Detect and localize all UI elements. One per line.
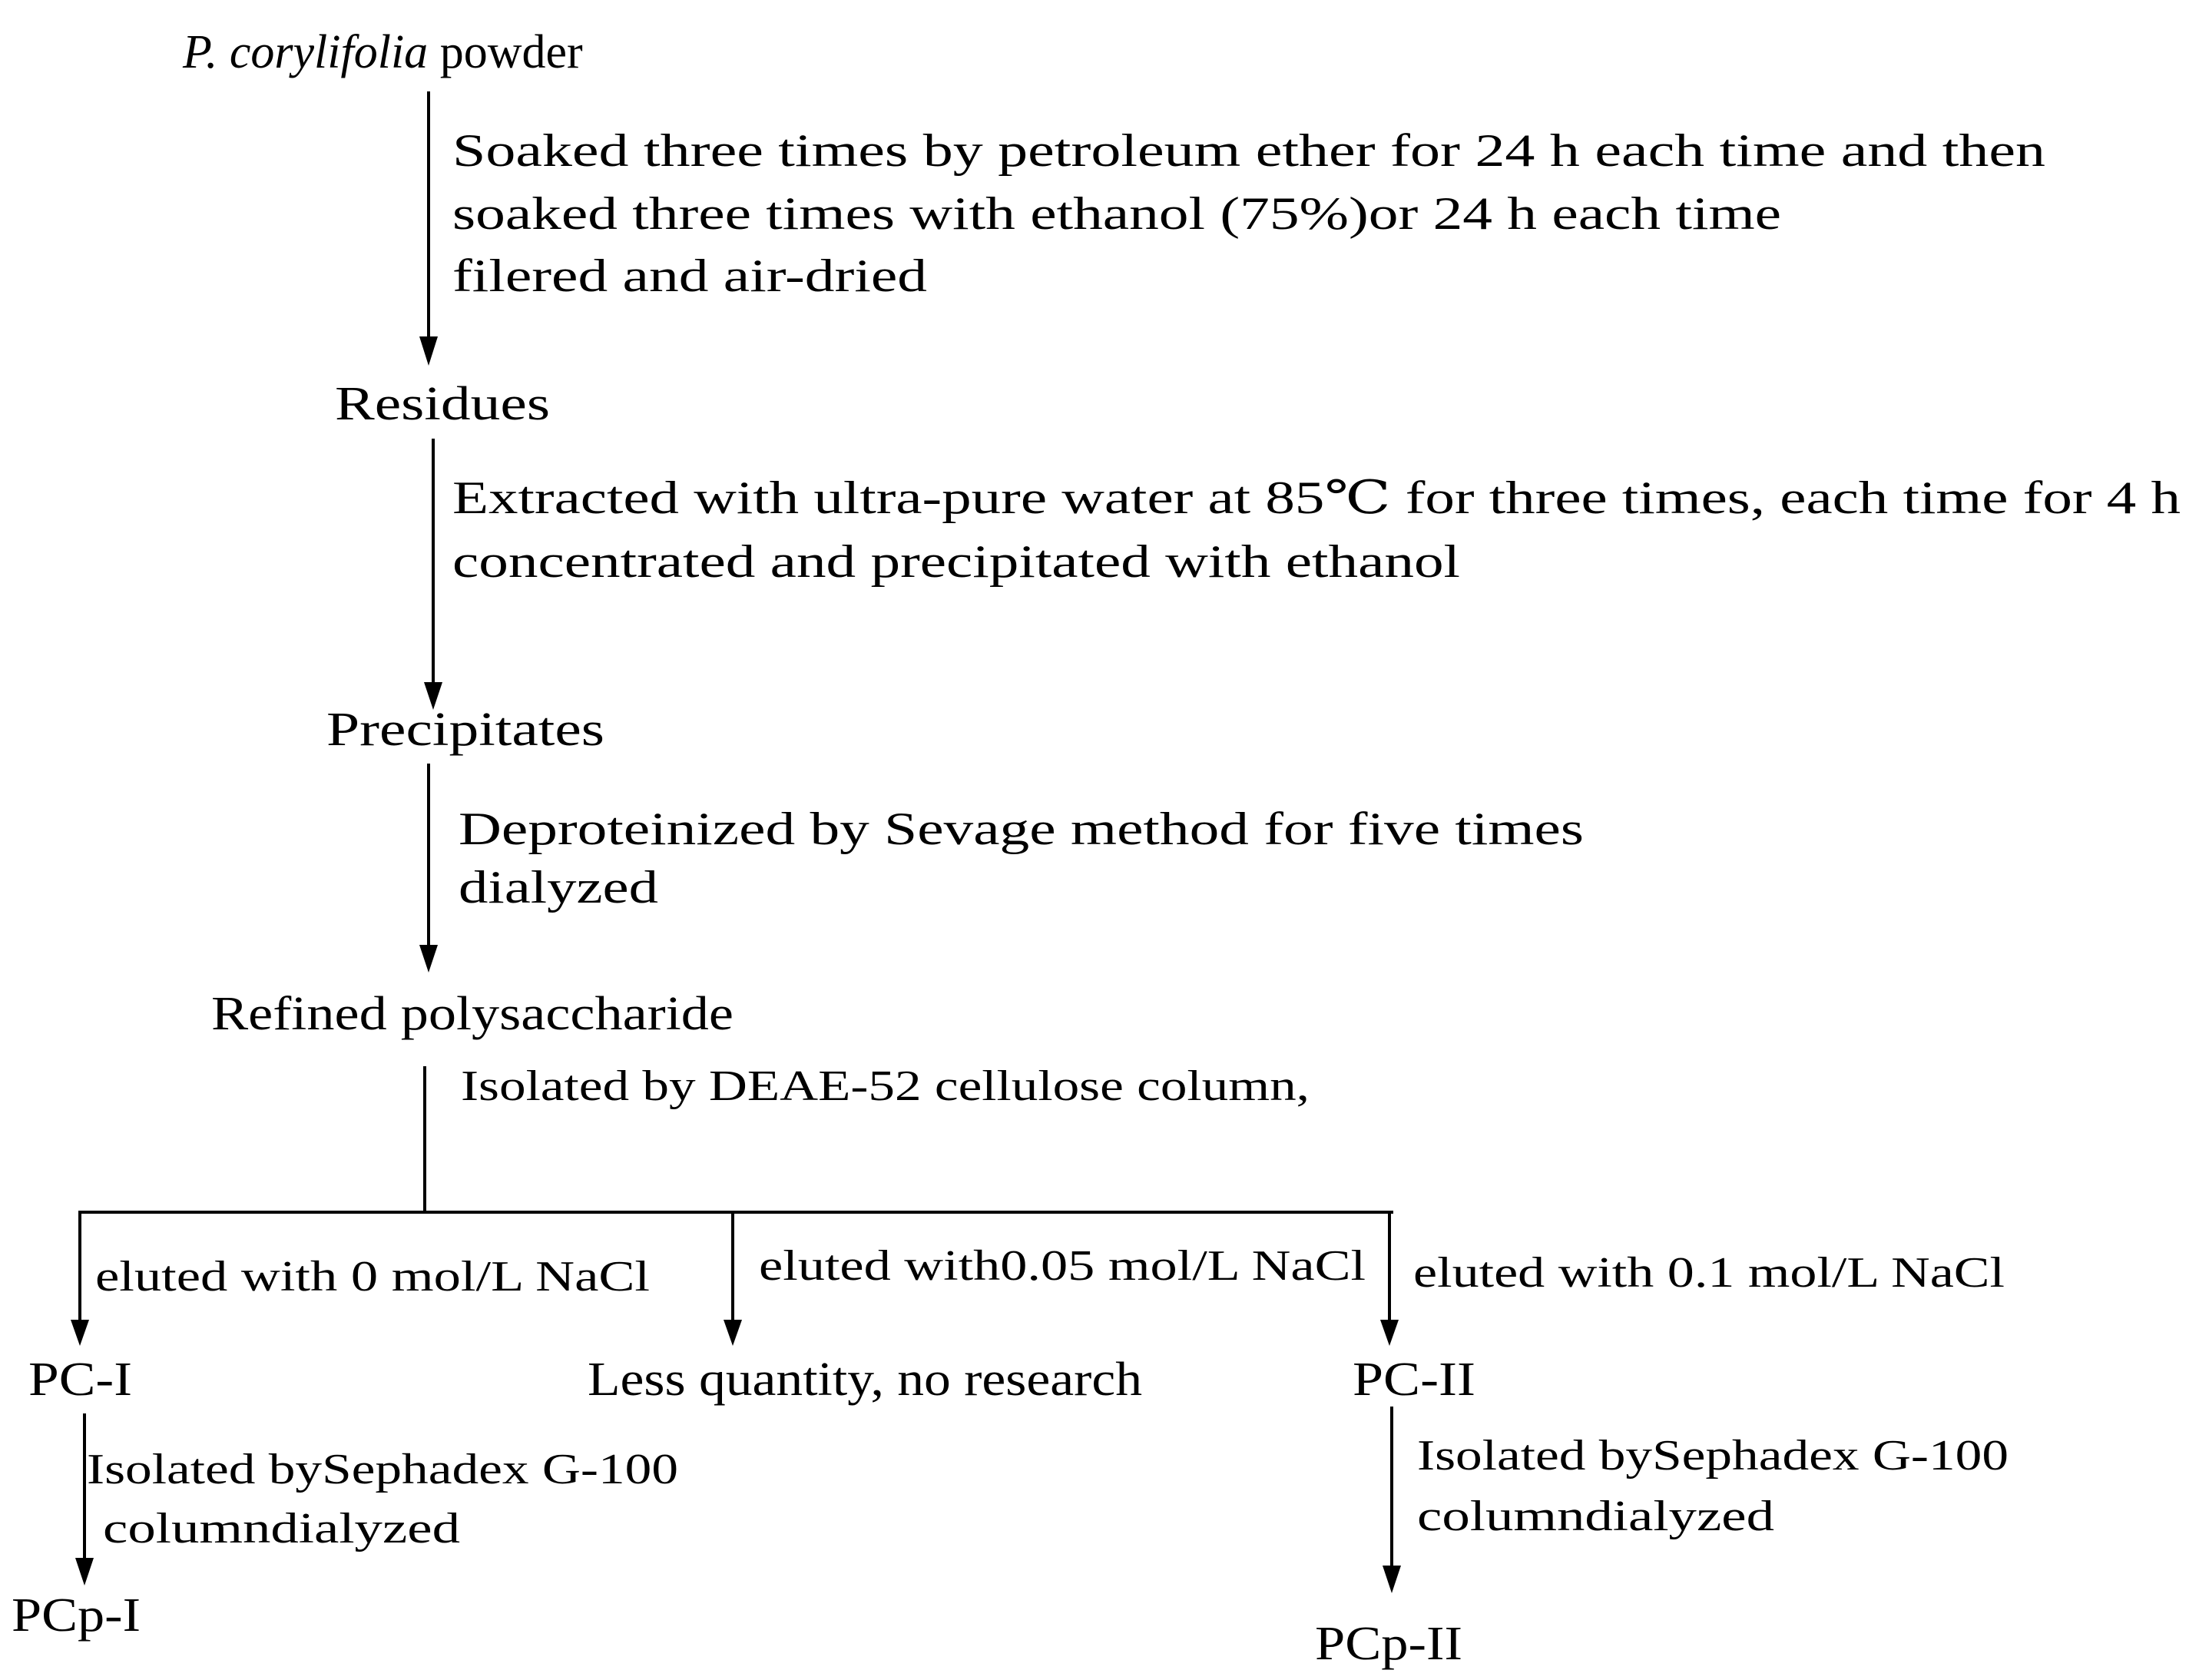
step2-line1: Extracted with ultra-pure water at 85℃ for three times, each time for 4 h	[452, 472, 2181, 523]
step3-line2: dialyzed	[459, 862, 658, 913]
elution-label-3: eluted with 0.1 mol/L NaCl	[1413, 1249, 2005, 1297]
arrowhead-pc-ii	[1383, 1566, 1401, 1593]
step1-line2: soaked three times with ethanol (75%)or 24 h each time	[452, 188, 1781, 239]
pc-ii-step-line1: Isolated bySephadex G-100	[1417, 1432, 2009, 1480]
elution-label-1: eluted with 0 mol/L NaCl	[95, 1253, 650, 1301]
node-residues: Residues	[335, 378, 550, 430]
node-pcp-ii: PCp-II	[1315, 1618, 1462, 1670]
elution-label-2: eluted with0.05 mol/L NaCl	[759, 1242, 1366, 1290]
arrowhead-3	[419, 945, 438, 973]
node-pc-i: PC-I	[28, 1354, 132, 1406]
pc-i-step-line1: Isolated bySephadex G-100	[87, 1446, 678, 1493]
node-pcp-i: PCp-I	[12, 1589, 141, 1642]
pc-ii-step-line2: columndialyzed	[1417, 1493, 1774, 1540]
arrowhead-1	[419, 336, 438, 366]
node-less-quantity: Less quantity, no research	[588, 1354, 1142, 1406]
node-powder	[182, 26, 583, 78]
powder-label: powder	[428, 26, 583, 78]
arrowhead-branch-3	[1380, 1320, 1399, 1346]
step1-line1: Soaked three times by petroleum ether for 24 h each time and then	[452, 125, 2045, 176]
step1-line3: filered and air-dried	[452, 250, 927, 301]
node-refined-polysaccharide: Refined polysaccharide	[211, 988, 734, 1040]
node-pc-ii: PC-II	[1353, 1354, 1475, 1406]
arrowhead-branch-1	[71, 1320, 89, 1346]
pc-i-step-line2: columndialyzed	[103, 1505, 460, 1552]
step4-label: Isolated by DEAE-52 cellulose column,	[461, 1062, 1310, 1110]
node-precipitates: Precipitates	[326, 704, 604, 756]
species-name: P. corylifolia	[183, 26, 429, 78]
step3-line1: Deproteinized by Sevage method for five times	[459, 804, 1584, 854]
step2-line2: concentrated and precipitated with ethanol	[452, 536, 1460, 587]
arrowhead-branch-2	[724, 1320, 742, 1346]
arrowhead-pc-i	[75, 1558, 94, 1586]
